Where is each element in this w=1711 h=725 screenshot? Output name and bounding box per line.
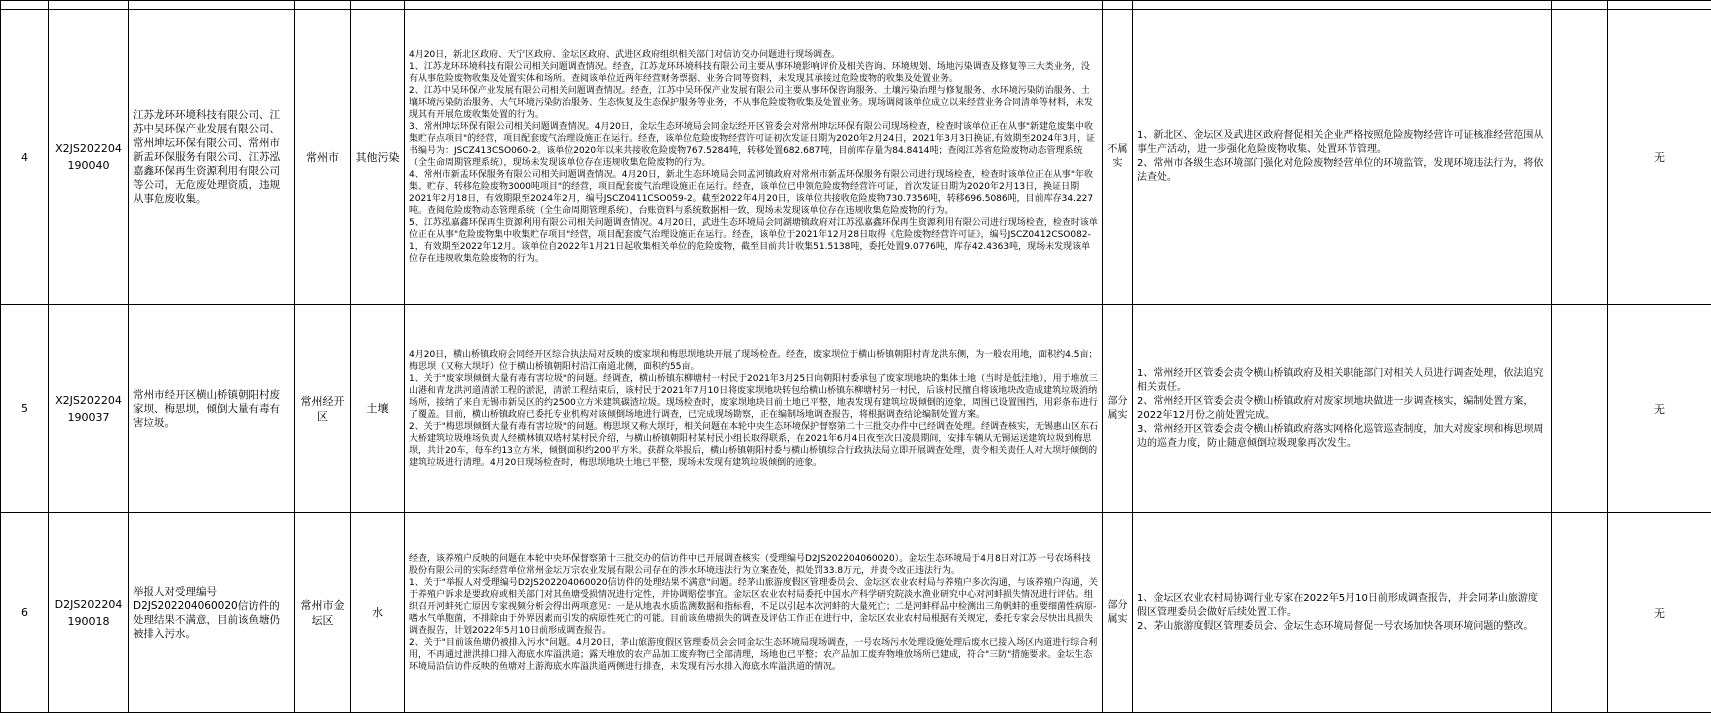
action-paragraph: 2、常州经开区管委会责令横山桥镇政府对废家坝地块做进一步调查核实，编制处置方案，2022年12月份之前处置完成。: [1137, 395, 1534, 421]
city-cell: 常州市: [295, 10, 351, 305]
detail-paragraph: 4月20日，横山桥镇政府会同经开区综合执法局对反映的废家坝和梅思坝地块开展了现场检查。经查，废家坝位于横山桥镇朝阳村青龙洪东侧，为一般农用地，面积约4.5亩；梅思坝（又称大坝圩）位于横山桥镇朝阳村沿江南道北侧，面积约55亩。: [409, 349, 1098, 372]
row-number: 4: [1, 10, 49, 305]
pollution-type-cell: 土壤: [351, 305, 405, 513]
table-row: [1, 10, 1711, 305]
case-id: X2JS202204190037: [49, 305, 129, 513]
complaint-description: 常州市经开区横山桥镇朝阳村废家坝、梅思坝，倾倒大量有毒有害垃圾。: [129, 305, 295, 513]
row-number: 5: [1, 305, 49, 513]
detail-paragraph: 2、关于"梅思坝倾倒大量有毒有害垃圾"的问题。梅思坝又称大坝圩，相关问题在本轮中央生态环境保护督察第二十三批交办件中已经调查处理。经调查核实，无锡惠山区东石大桥建筑垃圾堆场负责人经横林镇双塔村某村民介绍，与横山桥镇朝阳村某村民小组长取得联系，在2021年6月4日夜至次日凌晨期间，安排车辆从无锡运送建筑垃圾到梅思坝，共计20车，每车约13立方米，倾倒面积约200平方米。获群众举报后，横山桥镇朝阳村委与横山桥镇综合行政执法局立即开展调查处理，责令相关责任人对大坝圩倾倒的建筑垃圾进行清理。4月20日现场检查时，梅思坝地块土地已平整，现场未发现有建筑垃圾倾倒的迹象。: [409, 421, 1099, 468]
action-taken: [1133, 305, 1552, 513]
complaint-description: 江苏龙环环境科技有限公司、江苏中吴环保产业发展有限公司、常州坤坛环保有限公司、常州市新盂环保服务有限公司、江苏泓嘉鑫环保再生资源利用有限公司等公司，无危废处理资质，违规从事危废收集。: [129, 10, 295, 305]
verification-status: 部分属实: [1103, 305, 1133, 513]
pollution-type-cell: 水: [351, 513, 405, 713]
detail-paragraph: 3、常州坤坛环保有限公司相关问题调查情况。4月20日，金坛生态环境局会同金坛经开区管委会对常州坤坛环保有限公司现场检查，检查时该单位正在从事"新建危废集中收集贮存点项目"的经营，项目配套废气治理设施正在运行。经查，该单位危险废物经营许可证初次发证日期为2020年2月24日，2021年3月3日换证,有效期至2024年3月，证书编号为：JSCZ413CSO060-2。该单位2020年以来共接收危险废物767.5284吨，转移处置682.687吨，目前库存量为84.8414吨；查阅江苏省危险废物动态管理系统（全生命周期管理系统），现场未发现该单位存在违规收集危险废物的行为。: [409, 122, 1096, 168]
investigation-detail: [405, 305, 1103, 513]
city-cell: 常州市金坛区: [295, 513, 351, 713]
case-id: X2JS202204190040: [49, 10, 129, 305]
action-paragraph: 1、常州经开区管委会责令横山桥镇政府及相关职能部门对相关人员进行调查处理，依法追究相关责任。: [1137, 367, 1544, 393]
case-id: D2JS202204190018: [49, 513, 129, 713]
pollution-type-cell: 其他污染: [351, 10, 405, 305]
accountability-cell: [1552, 10, 1608, 305]
action-paragraph: 2、常州市各级生态环境部门强化对危险废物经营单位的环境监管，发现环境违法行为，将依法查处。: [1137, 158, 1544, 183]
detail-paragraph: 2、关于"目前该鱼塘仍被排入污水"问题。4月20日，茅山旅游度假区管理委员会会同金坛生态环境局现场调查，一号农场污水处理设施处理后废水已接入场区内道进行综合利用，不再通过泄洪排口排入海底水库溢洪道；露天堆放的农产品加工废弃物已全部清理，场地也已平整；农产品加工废弃物堆放场所已建成，符合"三防"措施要求。金坛生态环境局沿信访件反映的鱼塘对上游海底水库溢洪道两侧进行排查，未发现有污水排入海底水库溢洪道的情况。: [409, 637, 1098, 672]
verification-status: 不属实: [1103, 10, 1133, 305]
city-cell: 常州经开区: [295, 305, 351, 513]
action-taken: [1133, 10, 1552, 305]
table-row: [1, 305, 1711, 513]
row-number: 6: [1, 513, 49, 713]
detail-paragraph: 经查，该养殖户反映的问题在本轮中央环保督察第十三批交办的信访件中已开展调查核实（受理编号D2JS202204060020）。金坛生态环境局于4月8日对江苏一号农场科技股份有限公司的实际经营单位常州金坛万宗农业发展有限公司存在的涉水环境违法行为立案查处，拟处罚33.8万元，并责令改正违法行为。: [409, 553, 1091, 576]
action-paragraph: 2、茅山旅游度假区管理委员会、金坛生态环境局督促一号农场加快各项环境问题的整改。: [1137, 620, 1534, 632]
detail-paragraph: 1、关于"废家坝倾倒大量有毒有害垃圾"的问题。经调查，横山桥镇东柳塘村一村民于2021年3月25日向朝阳村委承包了废家坝地块的集体土地（当时是低洼地），用于堆放三山港和青龙洪河道清淤工程的淤泥，清淤工程结束后，该村民于2021年7月10日将废家坝地块转包给横山桥镇东柳塘村另一村民，后该村民擅自将该地块改造成建筑垃圾消纳场所，接纳了来自无锡市新吴区的约2500立方米建筑碳渣垃圾。现场检查时，废家坝地块目前土地已平整，地表发现有建筑垃圾倾倒的迹象，周围已设置围挡，用彩条布进行了覆盖。目前，横山桥镇政府已委托专业机构对该倾倒场地进行调查，已完成现场勘察，正在编制场地调查报告，将根据调查结论编制处置方案。: [409, 373, 1098, 420]
other-cell: 无: [1608, 305, 1711, 513]
accountability-cell: [1552, 513, 1608, 713]
detail-paragraph: 1、关于"举报人对受理编号D2JS202204060020信访件的处理结果不满意"问题。经茅山旅游度假区管理委员会、金坛区农业农村局与养殖户多次沟通，与该养殖户沟通，关于养殖户诉求是要政府或相关部门对其鱼塘受损情况进行定性，并协调赔偿事宜。金坛区农业农村局委托中国水产科学研究院淡水渔业研究中心对河蚌损失情况进行评估。组织召开河蚌死亡原因专家视频分析会得出两项意见：一是从地表水质监测数据和指标看，不足以引起本次河蚌的大量死亡；二是河蚌样品中检测出三角帆蚌的重要细菌性病原-嗜水气单胞菌，不排除由于外界因素而引发的病原性死亡的可能。目前该鱼塘损失的调查及评估工作正在进行中，金坛区农业农村局根据有关规定，委托专家会尽快出具损失调查报告，计划2022年5月10日前形成调查报告。: [409, 577, 1098, 636]
detail-paragraph: 4月20日，新北区政府、天宁区政府、金坛区政府、武进区政府组织相关部门对信访交办问题进行现场调查。: [409, 50, 841, 60]
detail-paragraph: 2、江苏中吴环保产业发展有限公司相关问题调查情况。经查，江苏中吴环保产业发展有限公司主要从事环保咨询服务、土壤污染治理与修复服务、水环境污染防治服务、土壤环境污染防治服务、大气环境污染防治服务、生态恢复及生态保护服务等业务，不从事危险废物收集及处置业务。现场调阅该单位成立以来经营业务合同清单等材料，未发现其有开展危废收集处置的行为。: [409, 86, 1094, 120]
action-taken: [1133, 513, 1552, 713]
detail-paragraph: 5、江苏泓嘉鑫环保再生资源利用有限公司相关问题调查情况。4月20日，武进生态环境局会同湖塘镇政府对江苏泓嘉鑫环保再生资源利用有限公司进行现场检查，检查时该单位正在从事"危险废物集中收集贮存项目"经营，项目配套废气治理设施正在运行。经查，该单位于2021年12月28日取得《危险废物经营许可证》，编号JSCZ0412CSO082-1，有效期至2022年12月。该单位自2022年1月21日起收集相关单位的危险废物，截至目前共计收集51.5138吨，委托处置9.0776吨，库存42.4363吨，现场未发现该单位存在违规收集危险废物的行为。: [409, 218, 1098, 264]
action-paragraph: 1、金坛区农业农村局协调行业专家在2022年5月10日前形成调查报告，并会同茅山旅游度假区管理委员会做好后续处置工作。: [1137, 592, 1538, 618]
accountability-cell: [1552, 305, 1608, 513]
investigation-detail: [405, 10, 1103, 305]
investigation-detail: [405, 513, 1103, 713]
verification-status: 部分属实: [1103, 513, 1133, 713]
table-row: [1, 513, 1711, 713]
complaint-description: 举报人对受理编号D2JS202204060020信访件的处理结果不满意，目前该鱼塘仍被排入污水。: [129, 513, 295, 713]
other-cell: 无: [1608, 513, 1711, 713]
detail-paragraph: 1、江苏龙环环境科技有限公司相关问题调查情况。经查，江苏龙环环境科技有限公司主要从事环境影响评价及相关咨询、环境规划、场地污染调查及修复等三大类业务，没有从事危险废物收集及处置实体和场所。查阅该单位近两年经营财务票据、业务合同等资料，未发现其承接过危险废物的收集及处置业务。: [409, 62, 1090, 84]
header-band: [1, 1, 1711, 10]
detail-paragraph: 4、常州市新盂环保服务有限公司相关问题调查情况。4月20日，新北生态环境局会同孟河镇政府对常州市新盂环保服务有限公司进行现场检查，检查时该单位正在从事"年收集、贮存、转移危险废物3000吨项目"的经营，项目配套废气治理设施正在运行。经查，该单位已申领危险废物经营许可证，首次发证日期为2020年2月13日，换证日期2021年2月18日，有效期限至2024年2月，编号JSCZ0411CSO059-2。截至2022年4月20日，该单位共接收危险废物730.7356吨，转移696.5086吨，目前库存34.227吨。查阅危险废物动态管理系统（全生命周期管理系统），台账资料与系统数据相一致，现场未发现该单位存在违规收集危险废物的行为。: [409, 170, 1094, 216]
other-cell: 无: [1608, 10, 1711, 305]
action-paragraph: 1、新北区、金坛区及武进区政府督促相关企业严格按照危险废物经营许可证核准经营范围从事生产活动，进一步强化危险废物收集、处置环节管理。: [1137, 130, 1544, 155]
action-paragraph: 3、常州经开区管委会责令横山桥镇政府落实网格化巡管巡查制度，加大对废家坝和梅思坝周边的巡查力度，防止随意倾倒垃圾现象再次发生。: [1137, 423, 1544, 449]
